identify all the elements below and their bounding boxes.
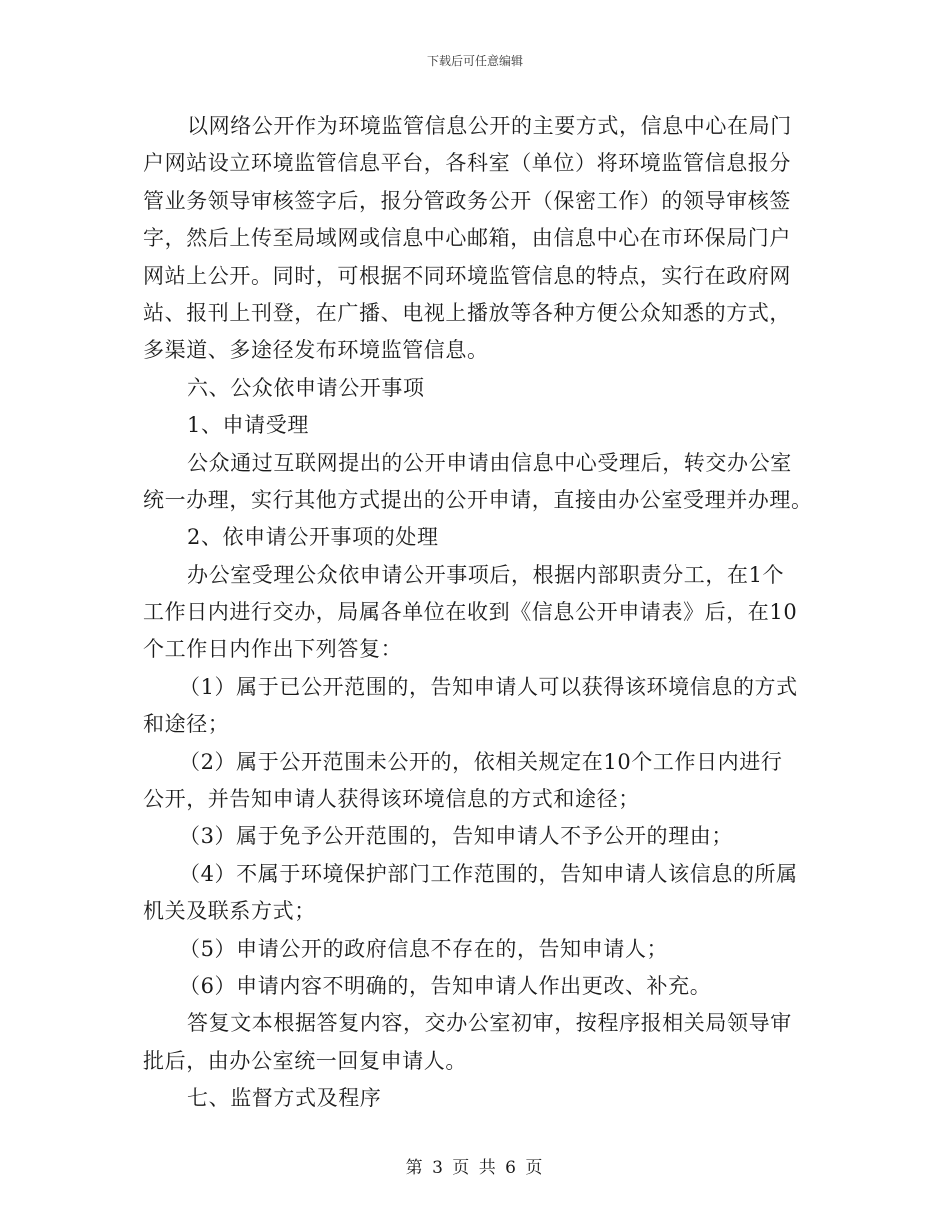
text-line: 答复文本根据答复内容，交办公室初审，按程序报相关局领导审 <box>187 1011 792 1036</box>
page-number: 第 3 页 共 6 页 <box>405 1158 545 1178</box>
text-line: 办公室受理公众依申请公开事项后，根据内部职责分工，在1个 <box>187 562 785 587</box>
list-item: （2）属于公开范围未公开的，依相关规定在10个工作日内进行 <box>179 749 783 774</box>
text-line: 管业务领导审核签字后，报分管政务公开（保密工作）的领导审核签 <box>143 188 791 213</box>
text-line: 公众通过互联网提出的公开申请由信息中心受理后，转交办公室 <box>187 450 792 475</box>
text-line: 字，然后上传至局域网或信息中心邮箱，由信息中心在市环保局门户 <box>143 226 791 251</box>
section-heading: 六、公众依申请公开事项 <box>187 375 425 400</box>
list-item: （4）不属于环境保护部门工作范围的，告知申请人该信息的所属 <box>179 861 798 886</box>
text-line: 站、报刊上刊登，在广播、电视上播放等各种方便公众知悉的方式， <box>143 300 791 325</box>
document-body <box>143 108 813 1118</box>
section-heading: 七、监督方式及程序 <box>187 1086 382 1111</box>
text-line: 和途径； <box>143 712 230 737</box>
list-item: （6）申请内容不明确的，告知申请人作出更改、补充。 <box>179 973 712 998</box>
subsection-heading: 2、依申请公开事项的处理 <box>187 525 439 550</box>
list-item: （3）属于免予公开范围的，告知申请人不予公开的理由； <box>179 824 733 849</box>
text-line: 个工作日内作出下列答复： <box>143 637 403 662</box>
text-line: 以网络公开作为环境监管信息公开的主要方式，信息中心在局门 <box>187 114 792 138</box>
text-line: 户网站设立环境监管信息平台，各科室（单位）将环境监管信息报分 <box>143 151 791 176</box>
text-line: 网站上公开。同时，可根据不同环境监管信息的特点，实行在政府网 <box>143 263 791 288</box>
text-line: 工作日内进行交办，局属各单位在收到《信息公开申请表》后，在10 <box>143 600 798 625</box>
list-item: （5）申请公开的政府信息不存在的，告知申请人； <box>179 936 669 961</box>
text-line: 公开，并告知申请人获得该环境信息的方式和途径； <box>143 787 640 812</box>
text-line: 机关及联系方式； <box>143 899 316 924</box>
page-header: 下载后可任意编辑 <box>426 54 523 68</box>
text-line: 多渠道、多途径发布环境监管信息。 <box>143 338 489 363</box>
subsection-heading: 1、申请受理 <box>187 413 309 438</box>
list-item: （1）属于已公开范围的，告知申请人可以获得该环境信息的方式 <box>179 674 798 699</box>
text-line: 统一办理，实行其他方式提出的公开申请，直接由办公室受理并办理。 <box>143 487 813 512</box>
text-line: 批后，由办公室统一回复申请人。 <box>143 1048 467 1073</box>
